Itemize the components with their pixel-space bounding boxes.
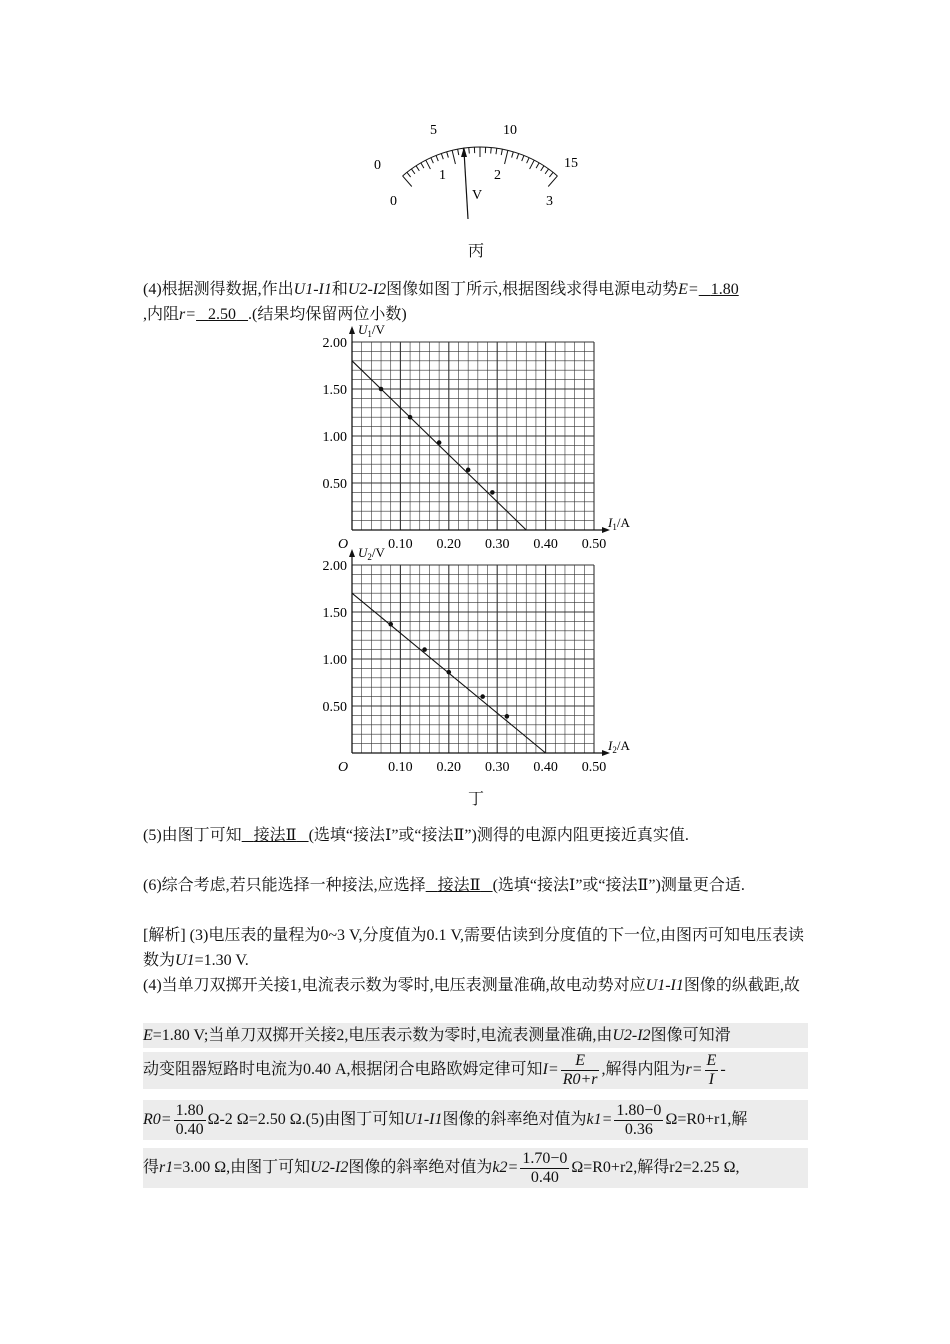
data-point bbox=[422, 647, 427, 652]
data-point bbox=[480, 694, 485, 699]
data-point bbox=[379, 387, 384, 392]
dial-tick bbox=[436, 155, 438, 161]
dial-top-5: 5 bbox=[430, 123, 437, 138]
y-tick-label: 1.50 bbox=[322, 606, 347, 621]
dial-tick bbox=[458, 149, 459, 155]
dial-top-15: 15 bbox=[564, 156, 578, 171]
y-tick-label: 2.00 bbox=[322, 336, 347, 351]
data-point bbox=[388, 622, 393, 627]
dial-bottom-0: 0 bbox=[390, 194, 397, 209]
dial-tick bbox=[469, 148, 470, 154]
y-axis-arrow bbox=[349, 549, 355, 557]
x-tick-label: 0.30 bbox=[484, 760, 510, 775]
y-tick-label: 0.50 bbox=[322, 477, 347, 492]
question-5: (5)由图丁可知 接法Ⅱ (选填“接法Ⅰ”或“接法Ⅱ”)测得的电源内阻更接近真实值. bbox=[143, 827, 689, 844]
x-tick-label: 0.40 bbox=[533, 760, 558, 775]
dial-tick bbox=[505, 150, 508, 164]
x-tick-label: 0.20 bbox=[436, 760, 462, 775]
data-point bbox=[490, 490, 495, 495]
y-axis-label: $U_2/V$ bbox=[358, 545, 385, 562]
dial-tick bbox=[536, 163, 539, 168]
dial-tick bbox=[545, 169, 548, 174]
x-tick-label: 0.40 bbox=[533, 537, 558, 552]
dial-bottom-2: 2 bbox=[494, 168, 501, 183]
dial-bottom-1: 1 bbox=[439, 168, 446, 183]
fraction-E-over-I: $\frac{E}{I}$ bbox=[706, 1052, 717, 1088]
analysis-3: E=1.80 V;当单刀双掷开关接2,电压表示数为零时,电流表测量准确,由U2-I2图像可知滑 bbox=[143, 1023, 808, 1048]
chart-u1-i1 bbox=[300, 320, 660, 552]
fraction-180-over-040: $\frac{1.80}{0.40}$ bbox=[175, 1101, 204, 1138]
y-tick-label: 1.50 bbox=[322, 383, 347, 398]
dial-tick bbox=[512, 152, 514, 158]
x-tick-label: 0.10 bbox=[388, 760, 413, 775]
y-axis-arrow bbox=[349, 326, 355, 334]
dial-tick bbox=[541, 166, 544, 171]
dial-tick bbox=[407, 172, 411, 177]
dial-needle bbox=[464, 151, 468, 219]
dial-tick bbox=[501, 149, 502, 155]
answer-q5: 接法Ⅱ bbox=[253, 827, 297, 844]
dial-tick bbox=[403, 176, 412, 187]
dial-top-0: 0 bbox=[374, 158, 381, 173]
answer-q6: 接法Ⅱ bbox=[437, 877, 481, 894]
dial-tick bbox=[549, 172, 553, 177]
analysis-4: 动变阻器短路时电流为0.40 A,根据闭合电路欧姆定律可知I= $\frac{E}{R0+r}$ ,解得内阻为r= $\frac{E}{I}$ - bbox=[143, 1052, 808, 1089]
dial-tick bbox=[411, 169, 414, 174]
x-tick-label: 0.30 bbox=[484, 537, 510, 552]
fraction-slope-k1: $\frac{1.80-0}{0.36}$ bbox=[616, 1101, 662, 1138]
data-point bbox=[437, 440, 442, 445]
dial-tick bbox=[517, 154, 519, 160]
dial-tick bbox=[441, 154, 443, 160]
analysis-2: (4)当单刀双掷开关接1,电流表示数为零时,电压表测量准确,故电动势对应U1-I1图像的纵截距,故 bbox=[143, 977, 800, 994]
y-tick-label: 0.50 bbox=[322, 700, 347, 715]
dial-tick bbox=[496, 148, 497, 154]
dial-tick bbox=[421, 163, 424, 168]
origin-label: O bbox=[338, 537, 349, 552]
dial-tick bbox=[426, 160, 431, 169]
x-tick-label: 0.50 bbox=[581, 760, 607, 775]
dial-tick bbox=[548, 176, 557, 187]
analysis-1: [解析] (3)电压表的量程为0~3 V,分度值为0.1 V,需要估读到分度值的下一位,由图丙可知电压表读数为U1=1.30 V. bbox=[143, 927, 804, 969]
dial-top-10: 10 bbox=[503, 123, 517, 138]
dial-bottom-3: 3 bbox=[546, 194, 553, 209]
data-point bbox=[408, 415, 413, 420]
dial-tick bbox=[447, 152, 449, 158]
question-6: (6)综合考虑,若只能选择一种接法,应选择 接法Ⅱ (选填“接法Ⅰ”或“接法Ⅱ”)测量更合适. bbox=[143, 877, 745, 894]
y-tick-label: 1.00 bbox=[322, 653, 347, 668]
dial-ticks bbox=[403, 147, 558, 187]
origin-label: O bbox=[338, 760, 349, 775]
dial-unit: V bbox=[472, 188, 483, 203]
answer-E: 1.80 bbox=[710, 281, 739, 298]
charts-caption: 丁 bbox=[468, 791, 485, 808]
x-axis-label: $I_1/A$ bbox=[608, 515, 630, 532]
data-point bbox=[505, 714, 510, 719]
answer-r: 2.50 bbox=[208, 306, 237, 323]
x-tick-label: 0.10 bbox=[388, 537, 413, 552]
data-point bbox=[447, 670, 452, 675]
dial-tick bbox=[530, 160, 535, 169]
x-tick-label: 0.20 bbox=[436, 537, 462, 552]
dial-tick bbox=[522, 155, 524, 161]
y-tick-label: 1.00 bbox=[322, 430, 347, 445]
chart-u2-i2 bbox=[300, 543, 660, 775]
dial-tick bbox=[527, 158, 529, 163]
y-axis-label: $U_1/V$ bbox=[358, 322, 385, 339]
dial-tick bbox=[416, 166, 419, 171]
meter-caption: 丙 bbox=[468, 243, 485, 260]
dial-tick bbox=[452, 150, 455, 164]
dial-tick bbox=[491, 148, 492, 154]
analysis-5: R0= $\frac{1.80}{0.40}$ Ω-2 Ω=2.50 Ω.(5)由图丁可知U1-I1图像的斜率绝对值为k1= $\frac{1.80-0}{0.36}$ Ω=R0+r1,解 bbox=[143, 1100, 808, 1140]
analysis-6: 得r1=3.00 Ω,由图丁可知U2-I2图像的斜率绝对值为k2= $\frac{1.70-0}{0.40}$ Ω=R0+r2,解得r2=2.25 Ω, bbox=[143, 1148, 808, 1188]
dial-tick bbox=[431, 158, 433, 163]
fraction-E-over-R0r: $\frac{E}{R0+r}$ bbox=[562, 1052, 598, 1088]
x-tick-label: 0.50 bbox=[581, 537, 607, 552]
x-axis-label: $I_2/A$ bbox=[608, 738, 630, 755]
voltmeter-dial bbox=[360, 115, 600, 225]
question-4: (4)根据测得数据,作出U1-I1和U2-I2图像如图丁所示,根据图线求得电源电动势E= 1.80 ,内阻r= 2.50 .(结果均保留两位小数) bbox=[143, 281, 739, 323]
y-tick-label: 2.00 bbox=[322, 559, 347, 574]
data-point bbox=[466, 468, 471, 473]
fraction-slope-k2: $\frac{1.70-0}{0.40}$ bbox=[522, 1149, 568, 1186]
